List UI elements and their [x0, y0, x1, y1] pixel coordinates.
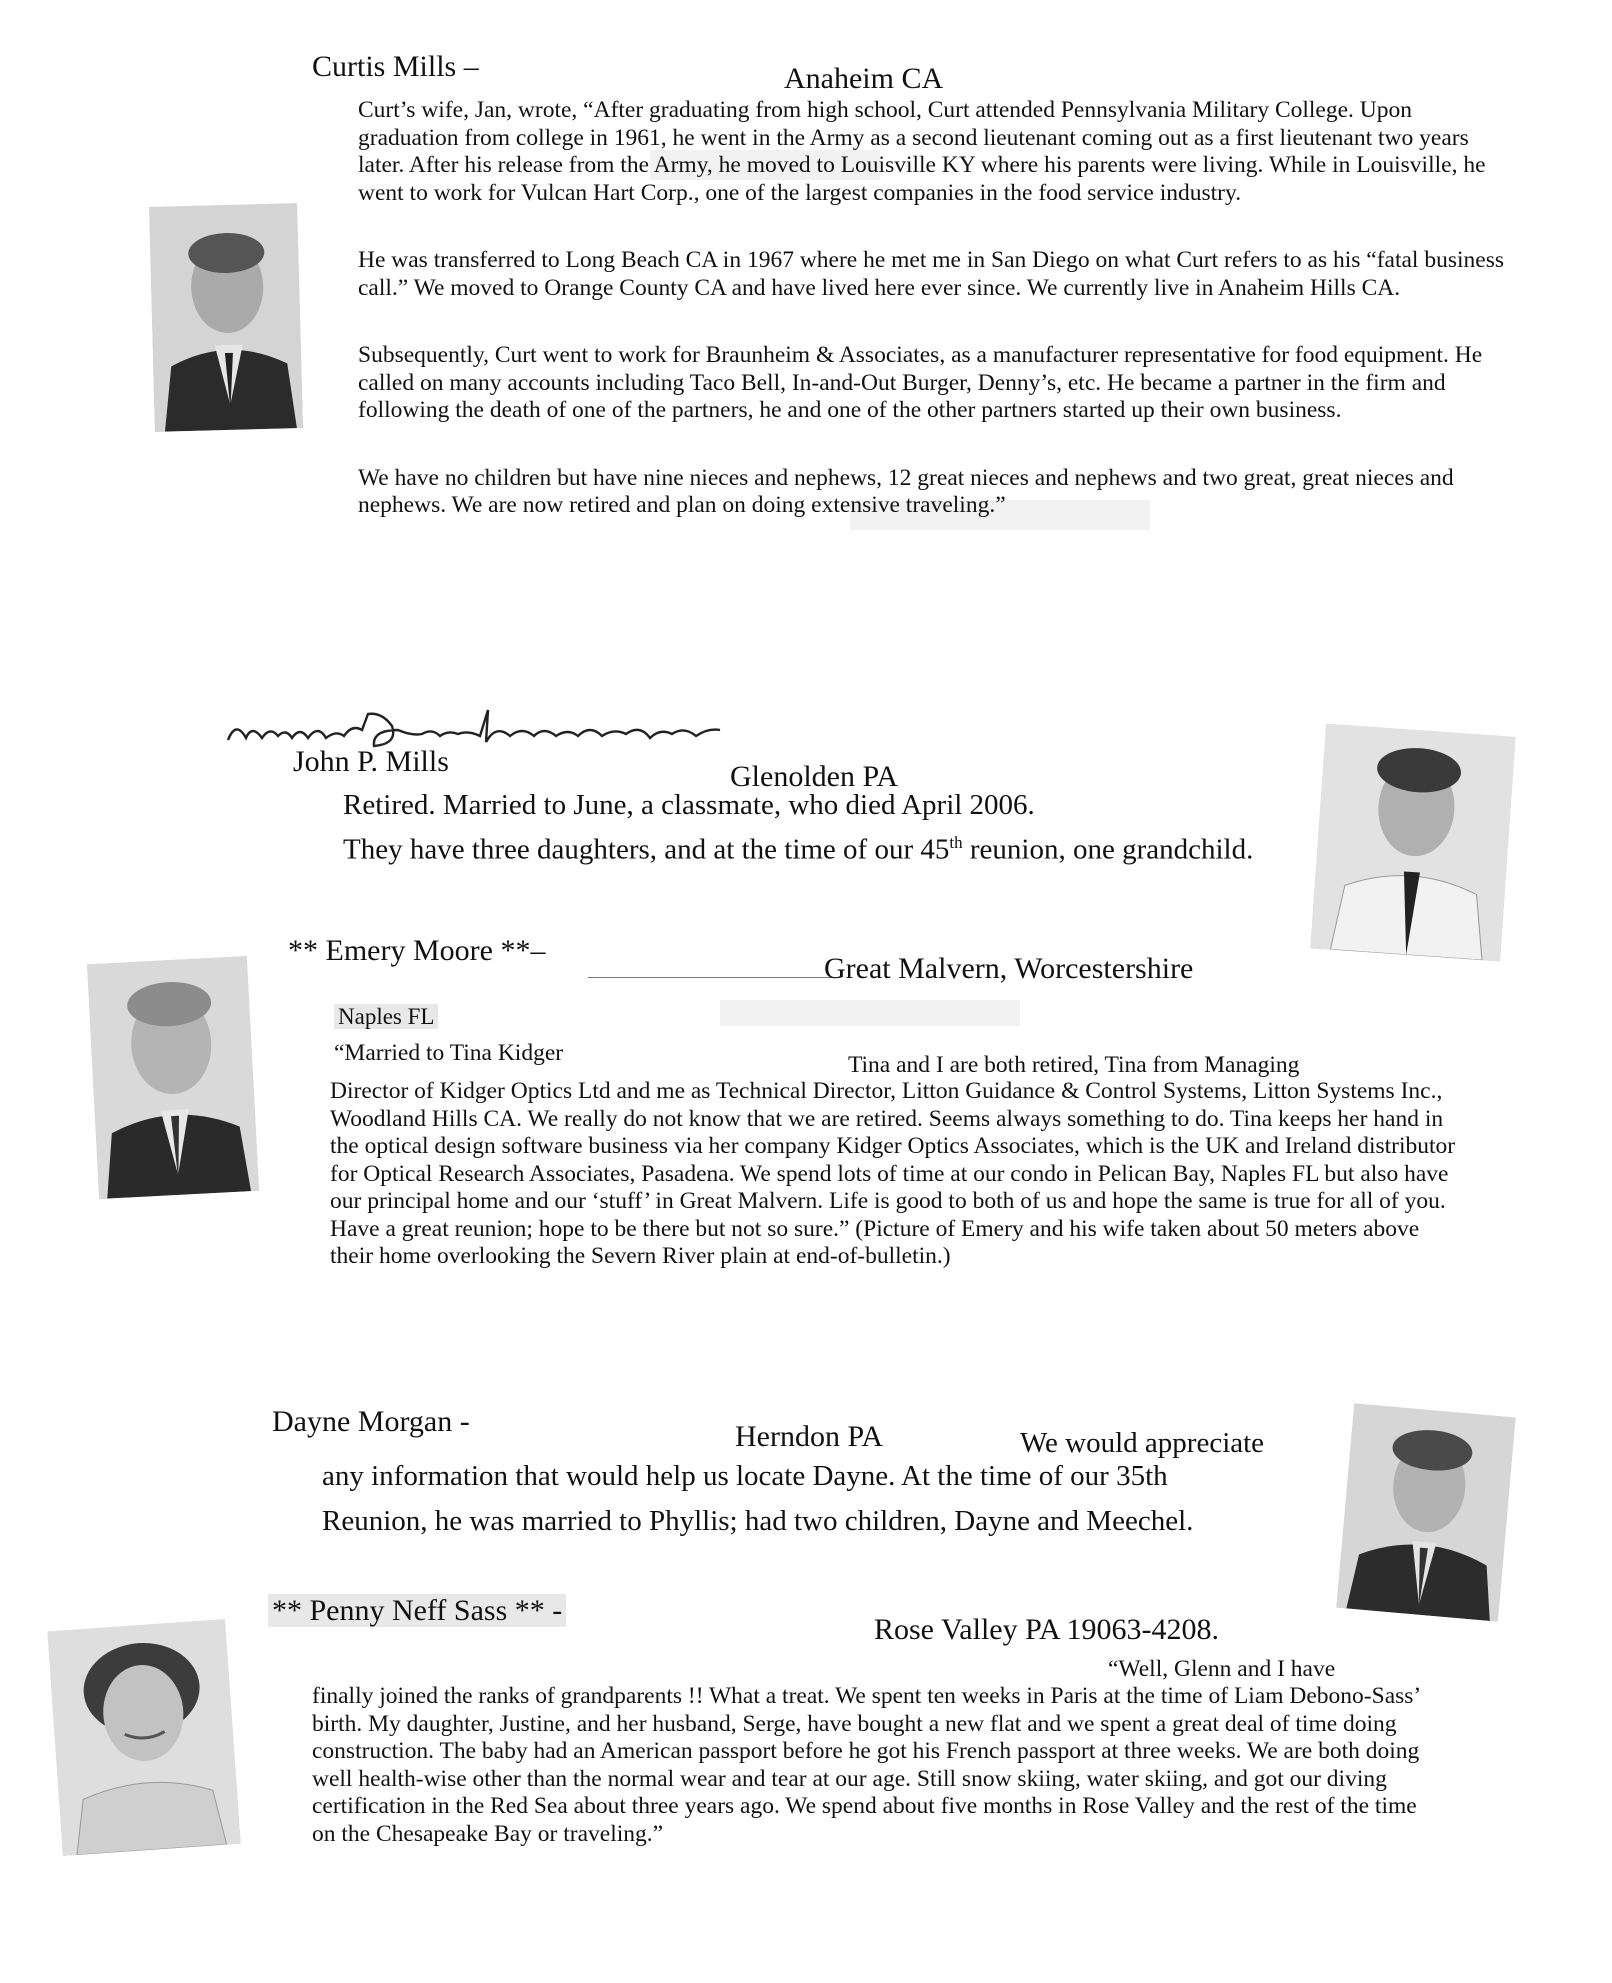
entry-body-emery-moore — [330, 1078, 1458, 1271]
paragraph: Subsequently, Curt went to work for Braunheim & Associates, as a manufacturer representative for food equipment. He called on many accounts including Taco Bell, In-and-Out Burger, Denny’s, etc. He became a partner in the firm and following the death of one of the partners, he and one of the other partners started up their own business. — [358, 342, 1483, 423]
entry-lead-emery-moore: “Married to Tina Kidger — [334, 1040, 564, 1066]
entry-lead-right-emery-moore: Tina and I are both retired, Tina from Managing — [848, 1052, 1300, 1078]
entry-location-emery-moore: Great Malvern, Worcestershire — [824, 952, 1194, 985]
entry-line-dayne-morgan: Reunion, he was married to Phyllis; had two children, Dayne and Meechel. — [322, 1505, 1194, 1537]
portrait-photo-john-p-mills — [1310, 724, 1515, 962]
portrait-figure — [87, 956, 259, 1199]
line-text: They have three daughters, and at the time of our 45 — [343, 833, 950, 866]
portrait-photo-curtis-mills — [149, 203, 303, 432]
portrait-figure — [149, 203, 303, 432]
portrait-figure — [1310, 724, 1515, 962]
entry-line-john-p-mills: Retired. Married to June, a classmate, who died April 2006. — [343, 789, 1035, 821]
entry-lead-dayne-morgan: We would appreciate — [1020, 1427, 1265, 1459]
portrait-photo-dayne-morgan — [1336, 1403, 1515, 1621]
entry-name-john-p-mills: John P. Mills — [293, 745, 449, 778]
entry-line-dayne-morgan: any information that would help us locate Dayne. At the time of our 35th — [322, 1460, 1168, 1492]
entry-name-curtis-mills: Curtis Mills – — [312, 50, 479, 83]
paragraph: finally joined the ranks of grandparents !! What a treat. We spent ten weeks in Paris at the time of Liam Debono-Sass’ birth. My daughter, Justine, and her husband, Serge, have bought a new flat and we spent a great deal of time doing construction. The baby had an American passport before he got his French passport at three weeks. We are both doing well health-wise other than the normal wear and tear at our age. Still snow skiing, water skiing, and got our diving certification in the Red Sea about three years ago. We spend about five months in Rose Valley and the rest of the time on the Chesapeake Bay or traveling.” — [312, 1683, 1420, 1847]
entry-name-dayne-morgan: Dayne Morgan - — [272, 1405, 470, 1438]
portrait-figure — [47, 1619, 240, 1856]
bleed-through-mark — [720, 1000, 1020, 1026]
portrait-figure — [1336, 1403, 1515, 1621]
entry-name-emery-moore: ** Emery Moore **– — [288, 934, 546, 967]
entry-name-penny-neff-sass — [268, 1594, 566, 1628]
paragraph: We have no children but have nine nieces and nephews, 12 great nieces and nephews and two great, great nieces and nephews. We are now retired and plan on doing extensive traveling.” — [358, 464, 1454, 518]
paragraph: Curt’s wife, Jan, wrote, “After graduating from high school, Curt attended Pennsylvania Military College. Upon graduation from college in 1961, he went in the Army as a second lieutenant coming out as a first lieutenant two years later. After his release from the Army, he moved to Louisville KY where his parents were living. While in Louisville, he went to work for Vulcan Hart Corp., one of the largest companies in the food service industry. — [358, 97, 1486, 206]
entry-lead-penny-neff-sass: “Well, Glenn and I have — [1108, 1656, 1336, 1682]
entry-location-john-p-mills: Glenolden PA — [730, 760, 899, 793]
portrait-photo-penny-neff-sass — [47, 1619, 240, 1856]
line-text: reunion, one grandchild. — [962, 833, 1254, 866]
entry-location-penny-neff-sass: Rose Valley PA 19063-4208. — [874, 1613, 1220, 1646]
paragraph: Director of Kidger Optics Ltd and me as Technical Director, Litton Guidance & Control Systems, Litton Systems Inc., Woodland Hills CA. We really do not know that we are retired. Seems always something to do. Tina keeps her hand in the optical design software business via her company Kidger Optics Associates, which is the UK and Ireland distributor for Optical Research Associates, Pasadena. We spend lots of time at our condo in Pelican Bay, Naples FL but also have our principal home and our ‘stuff’ in Great Malvern. Life is good to both of us and hope the same is true for all of you. Have a great reunion; hope to be there but not so sure.” (Picture of Emery and his wife taken about 50 meters above their home overlooking the Severn River plain at end-of-bulletin.) — [330, 1078, 1456, 1269]
entry-body-curtis-mills — [358, 97, 1510, 520]
location-label: Naples FL — [334, 1004, 438, 1029]
paragraph: He was transferred to Long Beach CA in 1967 where he met me in San Diego on what Curt refers to as his “fatal business call.” We moved to Orange County CA and have lived here ever since. We currently live in Anaheim Hills CA. — [358, 247, 1504, 301]
entry-location-curtis-mills: Anaheim CA — [784, 62, 944, 95]
underline-rule — [588, 977, 833, 978]
superscript: th — [949, 833, 963, 852]
entry-location2-emery-moore — [334, 1004, 438, 1030]
entry-location-dayne-morgan: Herndon PA — [735, 1420, 884, 1453]
entry-line-john-p-mills — [343, 824, 1253, 869]
name-label: ** Penny Neff Sass ** - — [268, 1594, 566, 1627]
entry-body-penny-neff-sass — [312, 1683, 1442, 1848]
portrait-photo-emery-moore — [87, 956, 259, 1199]
